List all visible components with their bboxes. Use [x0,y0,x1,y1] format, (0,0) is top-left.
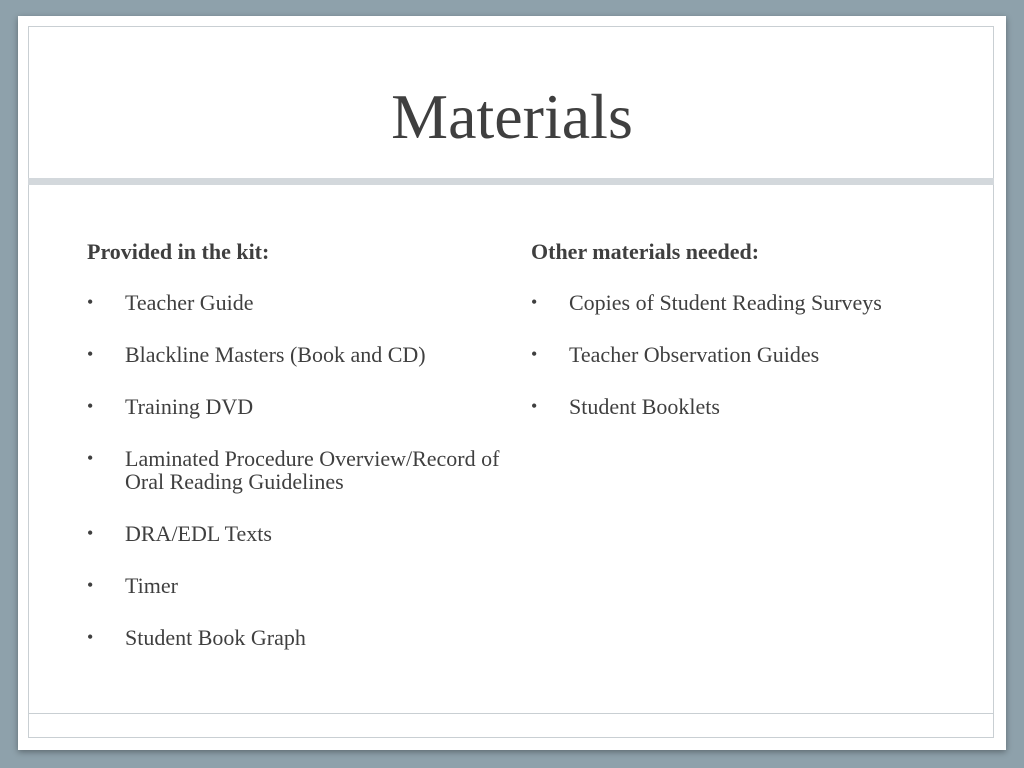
slide-title: Materials [391,81,633,152]
bullet-icon: • [87,344,94,365]
list-item [87,574,507,597]
bullet-icon: • [531,292,538,313]
title-divider [28,178,994,185]
list-item-text: Timer [125,573,178,599]
list-item [87,626,507,649]
bullet-icon: • [87,396,94,417]
bullet-icon: • [87,448,94,469]
list-item-text: Blackline Masters (Book and CD) [125,342,426,368]
list-item-text: DRA/EDL Texts [125,521,272,547]
list-item [87,447,507,493]
right-column [531,240,971,447]
list-item [531,395,971,418]
bullet-icon: • [531,344,538,365]
left-column [87,240,507,678]
footer-divider [28,713,994,714]
bullet-icon: • [87,292,94,313]
list-item-text: Training DVD [125,394,254,420]
list-item [531,291,971,314]
left-column-heading: Provided in the kit: [87,239,270,264]
bullet-icon: • [87,523,94,544]
bullet-icon: • [87,627,94,648]
list-item [87,395,507,418]
left-item-list [87,291,507,649]
list-item [87,343,507,366]
list-item-text: Student Booklets [569,394,720,420]
list-item-text: Teacher Guide [125,290,254,316]
bullet-icon: • [531,396,538,417]
list-item-text: Student Book Graph [125,625,306,651]
list-item [87,522,507,545]
list-item [531,343,971,366]
list-item-text: Teacher Observation Guides [569,342,820,368]
list-item-text: Laminated Procedure Overview/Record of Oral Reading Guidelines [125,446,500,495]
slide [18,16,1006,750]
list-item [87,291,507,314]
right-column-heading: Other materials needed: [531,239,760,264]
bullet-icon: • [87,575,94,596]
list-item-text: Copies of Student Reading Surveys [569,290,882,316]
right-item-list [531,291,971,418]
